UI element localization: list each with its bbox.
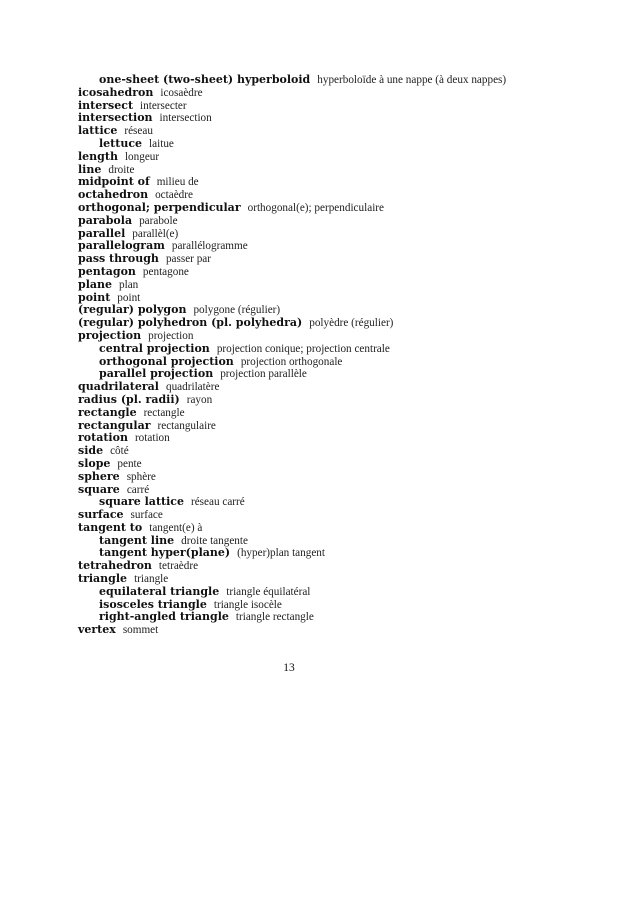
glossary-term: length xyxy=(78,149,118,163)
glossary-entry xyxy=(78,100,578,113)
glossary-term: orthogonal projection xyxy=(99,354,234,368)
glossary-translation: triangle rectangle xyxy=(235,611,314,624)
glossary-term: projection xyxy=(78,328,142,342)
glossary-translation: projection xyxy=(148,329,194,342)
glossary-term: rectangular xyxy=(78,418,151,432)
glossary-translation: carré xyxy=(126,483,150,496)
glossary-term: quadrilateral xyxy=(78,380,159,394)
glossary-entry xyxy=(78,202,578,215)
glossary-entry xyxy=(78,112,578,125)
glossary-term: octahedron xyxy=(78,188,149,202)
glossary-term: isosceles triangle xyxy=(99,597,207,611)
glossary-term: lettuce xyxy=(99,136,143,150)
glossary-page xyxy=(78,74,578,637)
glossary-translation: icosaèdre xyxy=(160,86,203,99)
page-number: 13 xyxy=(283,662,295,674)
glossary-entry xyxy=(78,279,578,292)
glossary-subentry xyxy=(78,138,578,151)
glossary-term: rectangle xyxy=(78,405,137,419)
glossary-translation: pente xyxy=(117,457,142,470)
glossary-translation: sphère xyxy=(126,470,156,483)
glossary-translation: rectangulaire xyxy=(157,419,216,432)
glossary-entry xyxy=(78,317,578,330)
glossary-term: slope xyxy=(78,456,111,470)
glossary-translation: droite xyxy=(108,163,135,176)
glossary-subentry xyxy=(78,547,578,560)
glossary-translation: rectangle xyxy=(143,406,185,419)
glossary-translation: parabole xyxy=(139,214,178,227)
glossary-term: plane xyxy=(78,277,112,291)
glossary-entry xyxy=(78,471,578,484)
glossary-translation: tetraèdre xyxy=(158,560,199,573)
glossary-term: parallel projection xyxy=(99,367,214,381)
glossary-translation: octaèdre xyxy=(155,189,193,202)
glossary-term: square lattice xyxy=(99,495,184,509)
glossary-entry xyxy=(78,560,578,573)
glossary-term: central projection xyxy=(99,341,210,355)
glossary-translation: projection conique; projection centrale xyxy=(216,342,390,355)
glossary-term: (regular) polyhedron (pl. polyhedra) xyxy=(78,316,303,330)
glossary-translation: rotation xyxy=(134,432,170,445)
glossary-entry xyxy=(78,458,578,471)
glossary-entry xyxy=(78,253,578,266)
glossary-term: orthogonal; perpendicular xyxy=(78,200,241,214)
glossary-entry xyxy=(78,407,578,420)
glossary-term: vertex xyxy=(78,623,116,637)
glossary-term: parabola xyxy=(78,213,133,227)
glossary-term: point xyxy=(78,290,111,304)
glossary-term: sphere xyxy=(78,469,120,483)
glossary-translation: hyperboloïde à une nappe (à deux nappes) xyxy=(317,74,507,86)
glossary-translation: rayon xyxy=(186,393,213,406)
glossary-entry xyxy=(78,151,578,164)
glossary-translation: triangle équilatéral xyxy=(226,585,311,598)
glossary-translation: surface xyxy=(130,509,163,522)
glossary-translation: réseau carré xyxy=(190,496,245,509)
glossary-translation: quadrilatère xyxy=(165,381,220,394)
glossary-translation: plan xyxy=(119,278,139,291)
glossary-entry xyxy=(78,215,578,228)
glossary-term: pentagon xyxy=(78,264,136,278)
glossary-translation: sommet xyxy=(122,624,159,637)
glossary-translation: tangent(e) à xyxy=(149,521,203,534)
glossary-translation: projection orthogonale xyxy=(240,355,343,368)
glossary-translation: réseau xyxy=(124,125,153,138)
glossary-term: one-sheet (two-sheet) hyperboloid xyxy=(99,73,311,86)
glossary-term: icosahedron xyxy=(78,85,154,99)
glossary-term: radius (pl. radii) xyxy=(78,392,180,406)
glossary-translation: droite tangente xyxy=(181,534,248,547)
glossary-entry xyxy=(78,624,578,637)
glossary-translation: parallélogramme xyxy=(171,240,248,253)
glossary-term: surface xyxy=(78,508,124,522)
glossary-term: parallelogram xyxy=(78,239,165,253)
glossary-translation: longeur xyxy=(124,150,160,163)
glossary-translation: passer par xyxy=(165,253,211,266)
glossary-entry xyxy=(78,420,578,433)
glossary-translation: intersecter xyxy=(140,99,187,112)
glossary-translation: point xyxy=(117,291,141,304)
glossary-translation: laitue xyxy=(149,137,174,150)
glossary-translation: polygone (régulier) xyxy=(193,304,281,317)
glossary-translation: triangle xyxy=(134,573,169,586)
glossary-term: tangent line xyxy=(99,533,175,547)
glossary-translation: orthogonal(e); perpendiculaire xyxy=(247,201,384,214)
glossary-term: tetrahedron xyxy=(78,559,152,573)
glossary-translation: polyèdre (régulier) xyxy=(309,317,394,330)
glossary-translation: parallèl(e) xyxy=(132,227,179,240)
glossary-term: parallel xyxy=(78,226,126,240)
glossary-term: side xyxy=(78,444,104,458)
glossary-entry xyxy=(78,266,578,279)
glossary-entry xyxy=(78,87,578,100)
glossary-term: lattice xyxy=(78,124,118,138)
glossary-term: midpoint of xyxy=(78,175,150,189)
glossary-term: square xyxy=(78,482,120,496)
glossary-translation: intersection xyxy=(159,112,212,125)
glossary-term: pass through xyxy=(78,252,159,266)
glossary-entry xyxy=(78,176,578,189)
glossary-entry xyxy=(78,445,578,458)
glossary-translation: (hyper)plan tangent xyxy=(237,547,326,560)
glossary-term: intersect xyxy=(78,98,134,112)
glossary-term: rotation xyxy=(78,431,128,445)
glossary-entry xyxy=(78,164,578,177)
glossary-translation: pentagone xyxy=(142,265,189,278)
glossary-translation: milieu de xyxy=(156,176,199,189)
glossary-term: right-angled triangle xyxy=(99,610,229,624)
glossary-term: equilateral triangle xyxy=(99,584,220,598)
glossary-subentry xyxy=(78,496,578,509)
glossary-term: (regular) polygon xyxy=(78,303,187,317)
glossary-subentry xyxy=(78,611,578,624)
glossary-term: triangle xyxy=(78,572,128,586)
glossary-term: tangent hyper(plane) xyxy=(99,546,231,560)
glossary-entry xyxy=(78,432,578,445)
glossary-translation: côté xyxy=(110,445,129,458)
glossary-translation: projection parallèle xyxy=(220,368,307,381)
glossary-translation: triangle isocèle xyxy=(213,598,282,611)
glossary-entry xyxy=(78,125,578,138)
glossary-term: tangent to xyxy=(78,520,143,534)
glossary-term: intersection xyxy=(78,111,153,125)
glossary-term: line xyxy=(78,162,102,176)
glossary-entry xyxy=(78,509,578,522)
glossary-entry xyxy=(78,394,578,407)
glossary-list xyxy=(78,74,578,637)
